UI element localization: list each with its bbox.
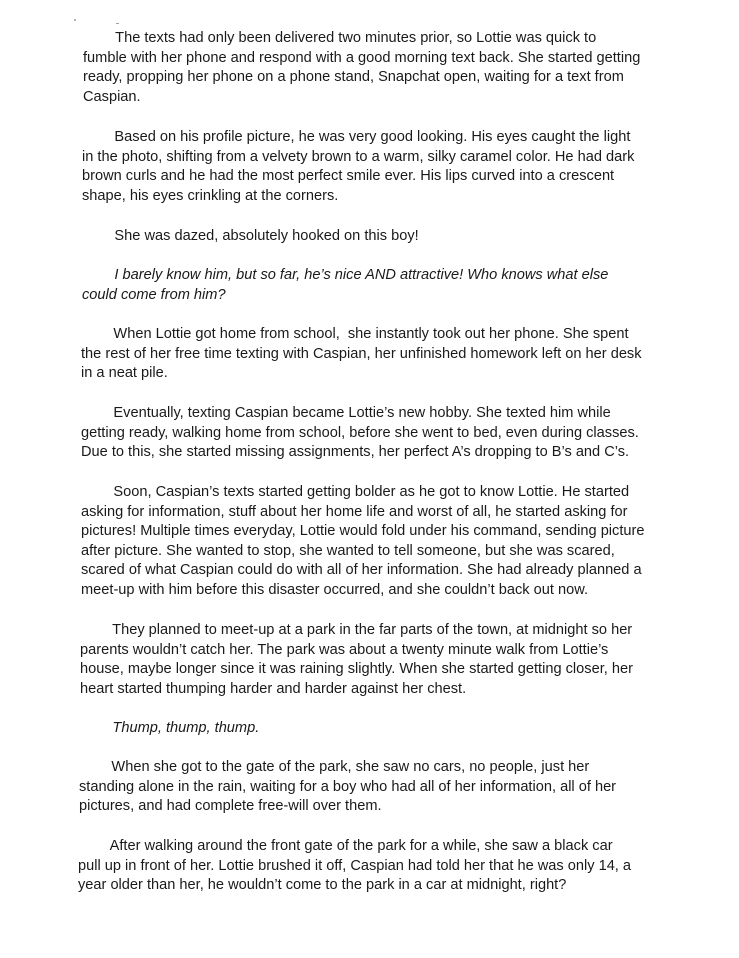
- text-line: pictures! Multiple times everyday, Lottie would fold under his command, sending picture: [81, 523, 645, 539]
- paragraph-italic: [80, 719, 660, 739]
- text-line: scared of what Caspian could do with all of her information. She had already planned a: [81, 562, 642, 578]
- text-line: pictures, and had complete free-will over them.: [79, 798, 382, 814]
- paragraph: [83, 29, 663, 107]
- text-line: Eventually, texting Caspian became Lottie’s new hobby. She texted him while: [81, 405, 611, 421]
- text-line: brown curls and he had the most perfect smile ever. His lips curved into a crescent: [82, 168, 615, 184]
- text-line: fumble with her phone and respond with a good morning text back. She started getting: [83, 49, 641, 66]
- text-line: pull up in front of her. Lottie brushed it off, Caspian had told her that he was only 14, a: [78, 857, 632, 874]
- text-line: house, maybe longer since it was raining slightly. When she started getting closer, her: [80, 661, 633, 677]
- text-line: could come from him?: [82, 286, 226, 303]
- text-line: They planned to meet-up at a park in the far parts of the town, at midnight so her: [80, 622, 633, 638]
- text-line: Based on his profile picture, he was very good looking. His eyes caught the light: [82, 129, 631, 145]
- text-line: year older than her, he wouldn’t come to the park in a car at midnight, right?: [78, 877, 567, 893]
- text-line: parents wouldn’t catch her. The park was about a twenty minute walk from Lottie’s: [80, 641, 609, 658]
- text-line: When she got to the gate of the park, she saw no cars, no people, just her: [79, 759, 590, 775]
- text-line: She was dazed, absolutely hooked on this boy!: [82, 228, 419, 244]
- paragraph: [81, 483, 661, 600]
- text-line: in the photo, shifting from a velvety brown to a warm, silky caramel color. He had dark: [82, 148, 635, 165]
- text-line: getting ready, walking home from school, before she went to bed, even during classes.: [81, 424, 639, 441]
- text-line: in a neat pile.: [81, 365, 168, 381]
- text-line: I barely know him, but so far, he’s nice AND attractive! Who knows what else: [82, 267, 609, 283]
- paragraph: [79, 758, 659, 817]
- text-line: After walking around the front gate of the park for a while, she saw a black car: [78, 838, 613, 854]
- paragraph: [78, 837, 658, 896]
- text-line: Caspian.: [83, 88, 141, 105]
- text-line: after picture. She wanted to stop, she wanted to tell someone, but she was scared,: [81, 542, 615, 559]
- text-line: ready, propping her phone on a phone stand, Snapchat open, waiting for a text from: [83, 69, 624, 85]
- text-line: heart started thumping harder and harder against her chest.: [80, 680, 467, 697]
- scan-speck: [116, 23, 119, 24]
- paragraph: [82, 128, 662, 206]
- text-line: The texts had only been delivered two minutes prior, so Lottie was quick to: [83, 30, 597, 46]
- text-line: asking for information, stuff about her home life and worst of all, he started asking for: [81, 503, 628, 520]
- text-line: shape, his eyes crinkling at the corners.: [82, 187, 339, 204]
- text-line: Soon, Caspian’s texts started getting bolder as he got to know Lottie. He started: [81, 484, 630, 500]
- text-line: Thump, thump, thump.: [80, 720, 260, 736]
- scan-speck: [74, 19, 76, 21]
- paragraph-italic: [82, 266, 662, 305]
- paragraph: [82, 227, 662, 247]
- text-line: When Lottie got home from school, she instantly took out her phone. She spent: [81, 326, 629, 342]
- text-line: standing alone in the rain, waiting for a boy who had all of her information, all of her: [79, 778, 617, 795]
- text-line: meet-up with him before this disaster occurred, and she couldn’t back out now.: [81, 581, 588, 598]
- paragraph: [81, 404, 661, 463]
- paragraph: [80, 621, 660, 699]
- paragraph: [81, 325, 661, 384]
- text-line: the rest of her free time texting with Caspian, her unfinished homework left on her desk: [81, 345, 642, 362]
- text-line: Due to this, she started missing assignments, her perfect A’s dropping to B’s and C’s.: [81, 444, 630, 460]
